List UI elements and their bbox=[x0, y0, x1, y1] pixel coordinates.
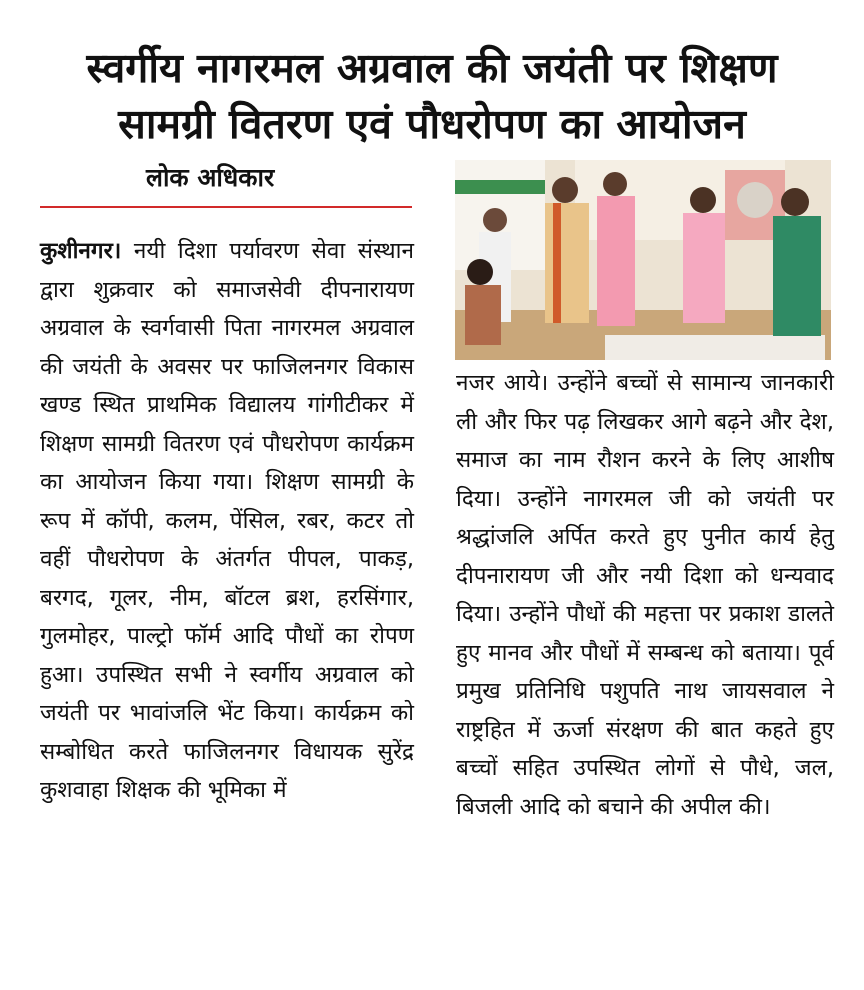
right-column-text: नजर आये। उन्होंने बच्चों से सामान्य जानकारी ली और फिर पढ़ लिखकर आगे बढ़ने और देश, समाज का नाम रौशन करने के लिए आशीष दिया। उन्होंने नागरमल जी को जयंती पर श्रद्धांजलि अर्पित करते हुए पुनीत कार्य हेतु दीपनारायण जी और नयी दिशा को धन्यवाद दिया। उन्होंने पौधों की महत्ता पर प्रकाश डालते हुए मानव और पौधों में सम्बन्ध को बताया। पूर्व प्रमुख प्रतिनिधि पशुपति नाथ जायसवाल ने राष्ट्रहित में ऊर्जा संरक्षण की बात कहते हुए बच्चों सहित उपस्थित लोगों से पौधे, जल, बिजली आदि को बचाने की अपील की। bbox=[456, 370, 834, 820]
byline-divider bbox=[40, 206, 412, 208]
left-column-text: नयी दिशा पर्यावरण सेवा संस्थान द्वारा शुक्रवार को समाजसेवी दीपनारायण अग्रवाल के स्वर्गवासी पिता नागरमल अग्रवाल की जयंती के अवसर पर फाजिलनगर विकास खण्ड स्थित प्राथमिक विद्यालय गांगीटीकर में शिक्षण सामग्री वितरण एवं पौधरोपण कार्यक्रम का आयोजन किया गया। शिक्षण सामग्री के रूप में कॉपी, कलम, पेंसिल, रबर, कटर तो वहीं पौधरोपण के अंतर्गत पीपल, पाकड़, बरगद, गूलर, नीम, बॉटल ब्रश, हरसिंगार, गुलमोहर, पाल्ट्रो फॉर्म आदि पौधों का रोपण हुआ। उपस्थित सभी ने स्वर्गीय अग्रवाल को जयंती पर भावांजलि भेंट किया। कार्यक्रम को सम्बोधित करते फाजिलनगर विधायक सुरेंद्र कुशवाहा शिक्षक की भूमिका में bbox=[40, 238, 414, 803]
event-photo-illustration bbox=[455, 160, 831, 360]
headline-line-2: सामग्री वितरण एवं पौधरोपण का आयोजन bbox=[118, 100, 746, 148]
article-column-left bbox=[40, 232, 414, 810]
event-photo bbox=[455, 160, 831, 360]
byline: लोक अधिकार bbox=[146, 163, 275, 192]
headline-line-1: स्वर्गीय नागरमल अग्रवाल की जयंती पर शिक्षण bbox=[86, 44, 778, 92]
article-column-right bbox=[456, 364, 834, 826]
dateline: कुशीनगर। bbox=[40, 238, 122, 264]
headline bbox=[20, 40, 844, 152]
